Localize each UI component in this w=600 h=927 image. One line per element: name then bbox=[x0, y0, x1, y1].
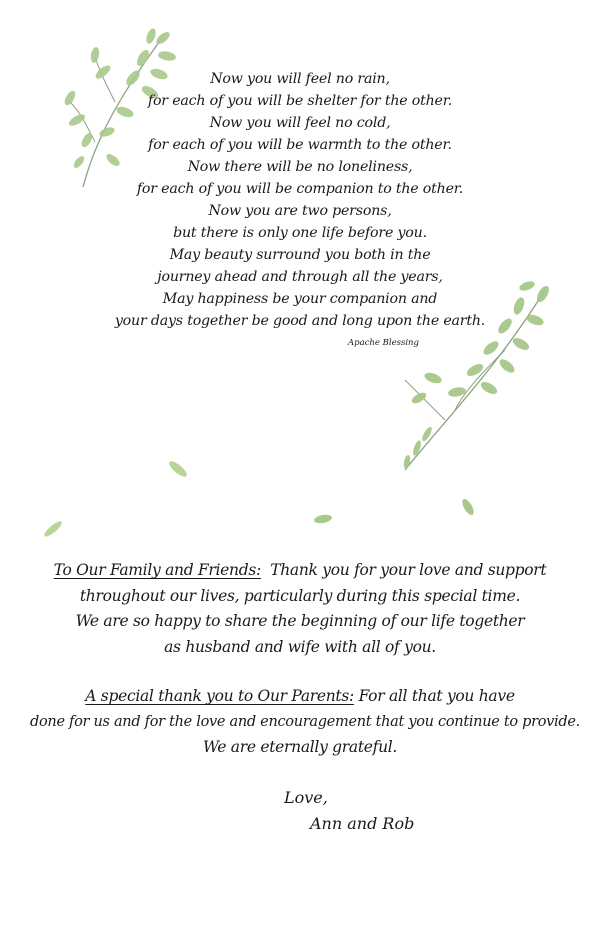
thanks-parents-text: For all that you have bbox=[358, 687, 515, 705]
falling-leaf-icon bbox=[165, 458, 191, 480]
thanks-family-heading: To Our Family and Friends: bbox=[53, 561, 261, 579]
thanks-family-text: Thank you for your love and support bbox=[270, 561, 547, 579]
thanks-family-section bbox=[30, 558, 570, 660]
poem-line: May beauty surround you both in the bbox=[169, 247, 431, 263]
thanks-family-line: throughout our lives, particularly during this special time. bbox=[79, 586, 521, 605]
signature-closing: Love, bbox=[284, 788, 328, 807]
falling-leaf-icon bbox=[40, 518, 66, 540]
poem-line: for each of you will be shelter for the other. bbox=[147, 93, 453, 109]
poem-line: Now you are two persons, bbox=[208, 203, 392, 219]
apache-blessing-poem bbox=[100, 68, 500, 332]
thanks-family-line: as husband and wife with all of you. bbox=[164, 637, 436, 656]
poem-attribution: Apache Blessing bbox=[348, 338, 419, 348]
poem-line: May happiness be your companion and bbox=[162, 291, 438, 307]
poem-line: Now there will be no loneliness, bbox=[187, 159, 413, 175]
poem-line: for each of you will be warmth to the other. bbox=[148, 137, 452, 153]
poem-line: for each of you will be companion to the other. bbox=[136, 181, 464, 197]
thanks-family-line: We are so happy to share the beginning of our life together bbox=[75, 612, 525, 630]
poem-line: your days together be good and long upon the earth. bbox=[114, 313, 486, 329]
falling-leaf-icon bbox=[458, 496, 478, 518]
poem-line: Now you will feel no cold, bbox=[209, 115, 391, 131]
thanks-family-line bbox=[30, 558, 570, 584]
thanks-parents-line: done for us and for the love and encouragement that you continue to provide. bbox=[30, 713, 580, 730]
falling-leaf-icon bbox=[312, 510, 334, 528]
thanks-parents-section bbox=[30, 684, 580, 761]
poem-line: Now you will feel no rain, bbox=[210, 71, 390, 87]
signature-names: Ann and Rob bbox=[310, 814, 415, 833]
poem-line: journey ahead and through all the years, bbox=[157, 269, 443, 285]
poem-line: but there is only one life before you. bbox=[173, 225, 427, 241]
thanks-parents-line bbox=[30, 684, 570, 710]
thanks-parents-line: We are eternally grateful. bbox=[202, 738, 398, 756]
thanks-parents-heading: A special thank you to Our Parents: bbox=[85, 687, 354, 705]
